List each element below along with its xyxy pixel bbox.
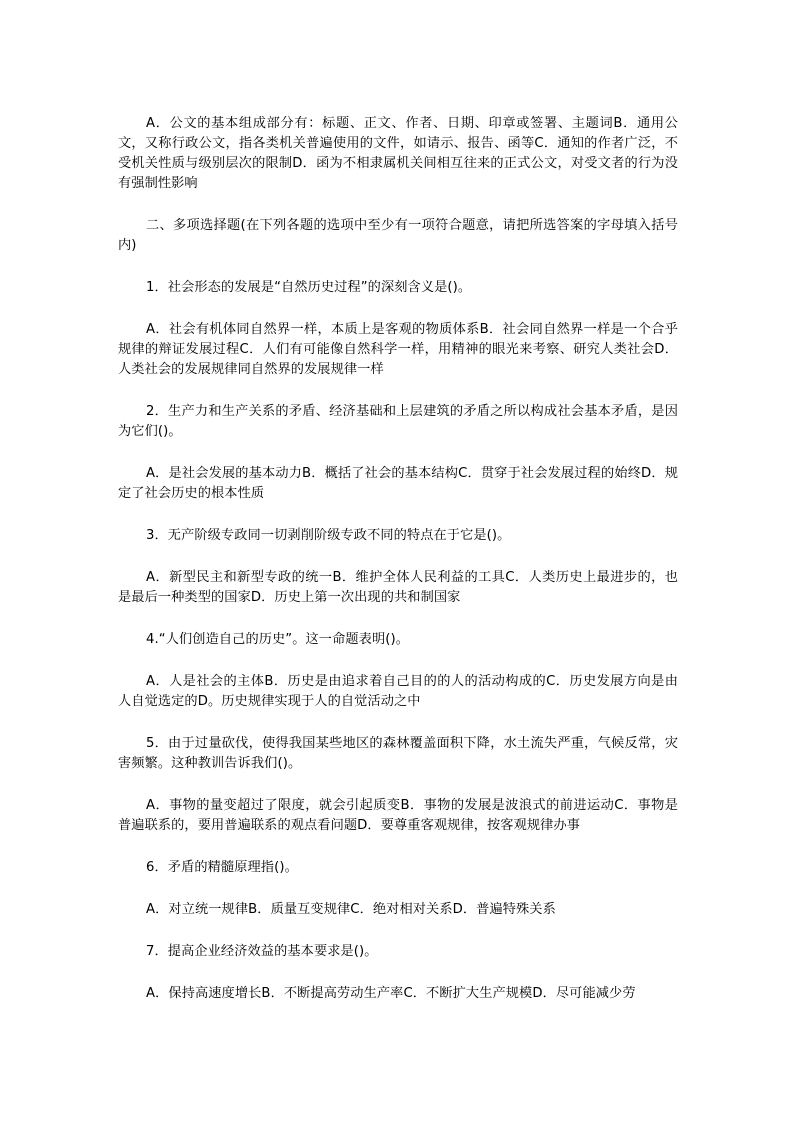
question-4-options: A．人是社会的主体B．历史是由追求着自己目的的人的活动构成的C．历史发展方向是由人自觉选定的D。历史规律实现于人的自觉活动之中: [118, 674, 678, 709]
question-5-options: A．事物的量变超过了限度，就会引起质变B．事物的发展是波浪式的前进运动C．事物是普遍联系的，要用普遍联系的观点看问题D．要尊重客观规律，按客观规律办事: [118, 798, 678, 833]
question-1-options: A．社会有机体同自然界一样，本质上是客观的物质体系B．社会同自然界一样是一个合乎规律的辩证发展过程C．人们有可能像自然科学一样，用精神的眼光来考察、研究人类社会D．人类社会的发展规律同自然界的发展规律一样: [118, 322, 678, 377]
question-7-options: A．保持高速度增长B．不断提高劳动生产率C．不断扩大生产规模D．尽可能减少劳: [146, 986, 636, 1001]
question-6: 6．矛盾的精髓原理指()。: [146, 860, 298, 875]
question-6-options: A．对立统一规律B．质量互变规律C．绝对相对关系D．普遍特殊关系: [146, 902, 556, 917]
question-7: 7．提高企业经济效益的基本要求是()。: [146, 944, 378, 959]
question-5: 5．由于过量砍伐，使得我国某些地区的森林覆盖面积下降，水土流失严重，气候反常，灾害频繁。这种教训告诉我们()。: [118, 736, 678, 771]
question-1: 1．社会形态的发展是“自然历史过程”的深刻含义是()。: [146, 280, 472, 295]
question-4: 4.“人们创造自己的历史”。这一命题表明()。: [146, 632, 410, 647]
question-3-options: A．新型民主和新型专政的统一B．维护全体人民利益的工具C．人类历史上最进步的，也是最后一种类型的国家D．历史上第一次出现的共和制国家: [118, 570, 678, 605]
question-2-options: A．是社会发展的基本动力B．概括了社会的基本结构C．贯穿于社会发展过程的始终D．规定了社会历史的根本性质: [118, 466, 678, 501]
question-3: 3．无产阶级专政同一切剥削阶级专政不同的特点在于它是()。: [146, 528, 511, 543]
section-heading: 二、多项选择题(在下列各题的选项中至少有一项符合题意，请把所选答案的字母填入括号内): [118, 218, 678, 253]
answer-options-paragraph: A．公文的基本组成部分有：标题、正文、作者、日期、印章或签署、主题词B．通用公文，又称行政公文，指各类机关普遍使用的文件，如请示、报告、函等C．通知的作者广泛，不受机关性质与级别层次的限制D．函为不相隶属机关间相互往来的正式公文，对受文者的行为没有强制性影响: [118, 116, 678, 191]
question-2: 2．生产力和生产关系的矛盾、经济基础和上层建筑的矛盾之所以构成社会基本矛盾，是因为它们()。: [118, 404, 678, 439]
document-page: [118, 114, 678, 1026]
